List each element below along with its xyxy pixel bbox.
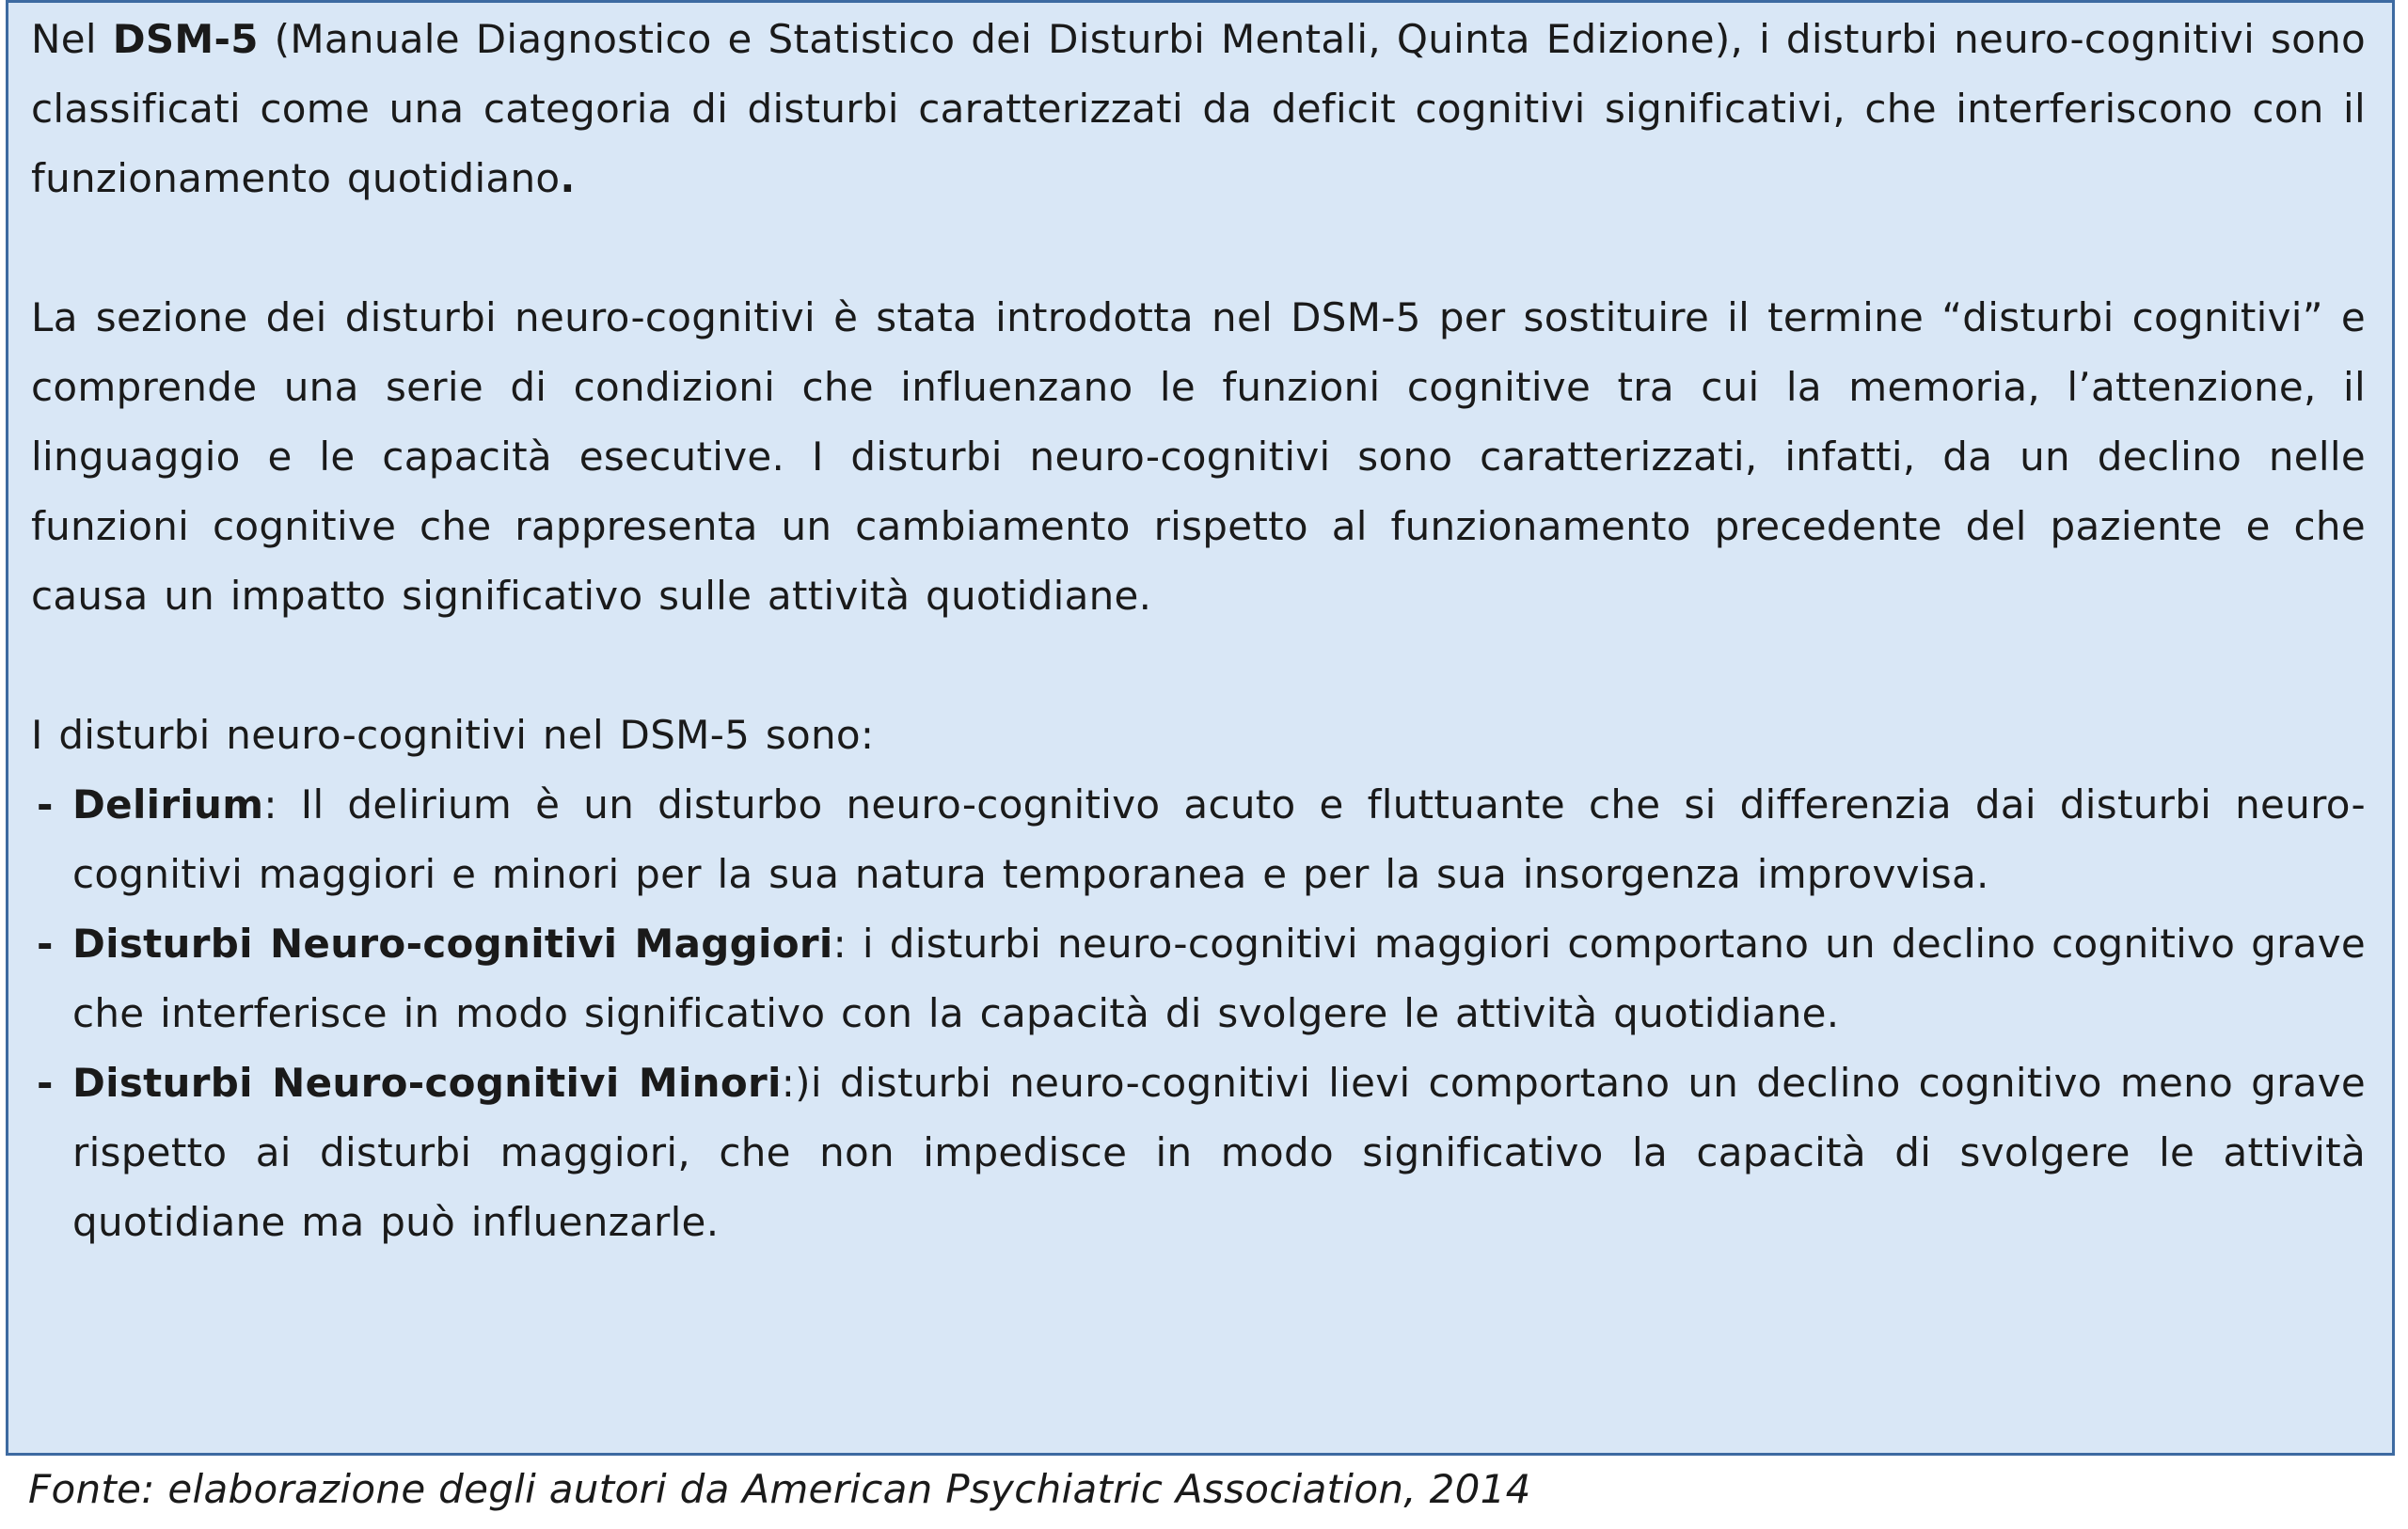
list-item-delirium [31,770,2366,909]
list-dash: - [37,1060,54,1106]
list-item-term: Delirium [72,781,264,828]
list-item-text: : i disturbi neuro-cognitivi maggiori comportano un declino cognitivo grave che interferisce in modo significativo con la capacità di svolgere le attività quotidiane. [72,921,2366,1036]
list-dash: - [37,781,54,828]
dsm5-bold: DSM-5 [112,16,259,62]
section-paragraph: La sezione dei disturbi neuro-cognitivi è stata introdotta nel DSM-5 per sostituire il termine “disturbi cognitivi” e comprende una serie di condizioni che influenzano le funzioni cognitive tra cui la memoria, l’attenzione, il linguaggio e le capacità esecutive. I disturbi neuro-cognitivi sono caratterizzati, infatti, da un declino nelle funzioni cognitive che rappresenta un cambiamento rispetto al funzionamento precedente del paziente e che causa un impatto significativo sulle attività quotidiane. [31,294,2366,619]
list-item-text: : Il delirium è un disturbo neuro-cognitivo acuto e fluttuante che si differenzia dai disturbi neuro-cognitivi maggiori e minori per la sua natura temporanea e per la sua insorgenza improvvisa. [72,781,2366,897]
paragraph-spacer [31,213,2366,283]
list-item-term: Disturbi Neuro-cognitivi Maggiori [72,921,833,967]
list-item-term: Disturbi Neuro-cognitivi Minori [72,1060,782,1106]
text-box [6,0,2395,1456]
paragraph-spacer [31,631,2366,701]
list-item-minor [31,1048,2366,1257]
disorders-list [31,770,2366,1257]
source-caption: Fonte: elaborazione degli autori da American Psychiatric Association, 2014 [28,1466,1531,1512]
intro-text: (Manuale Diagnostico e Statistico dei Disturbi Mentali, Quinta Edizione), i disturbi neuro-cognitivi sono classificati come una categoria di disturbi caratterizzati da deficit cognitivi significativi, che interferiscono con il funzionamento quotidiano [31,16,2367,201]
intro-paragraph [31,5,2366,213]
list-item-text: :)i disturbi neuro-cognitivi lievi comportano un declino cognitivo meno grave rispetto ai disturbi maggiori, che non impedisce in modo significativo la capacità di svolgere le attività quotidiane ma può influenzarle. [72,1060,2367,1245]
intro-prefix: Nel [31,16,113,62]
list-dash: - [37,921,54,967]
list-intro: I disturbi neuro-cognitivi nel DSM-5 sono: [31,712,875,758]
list-item-major [31,909,2366,1048]
intro-end: . [560,155,576,201]
